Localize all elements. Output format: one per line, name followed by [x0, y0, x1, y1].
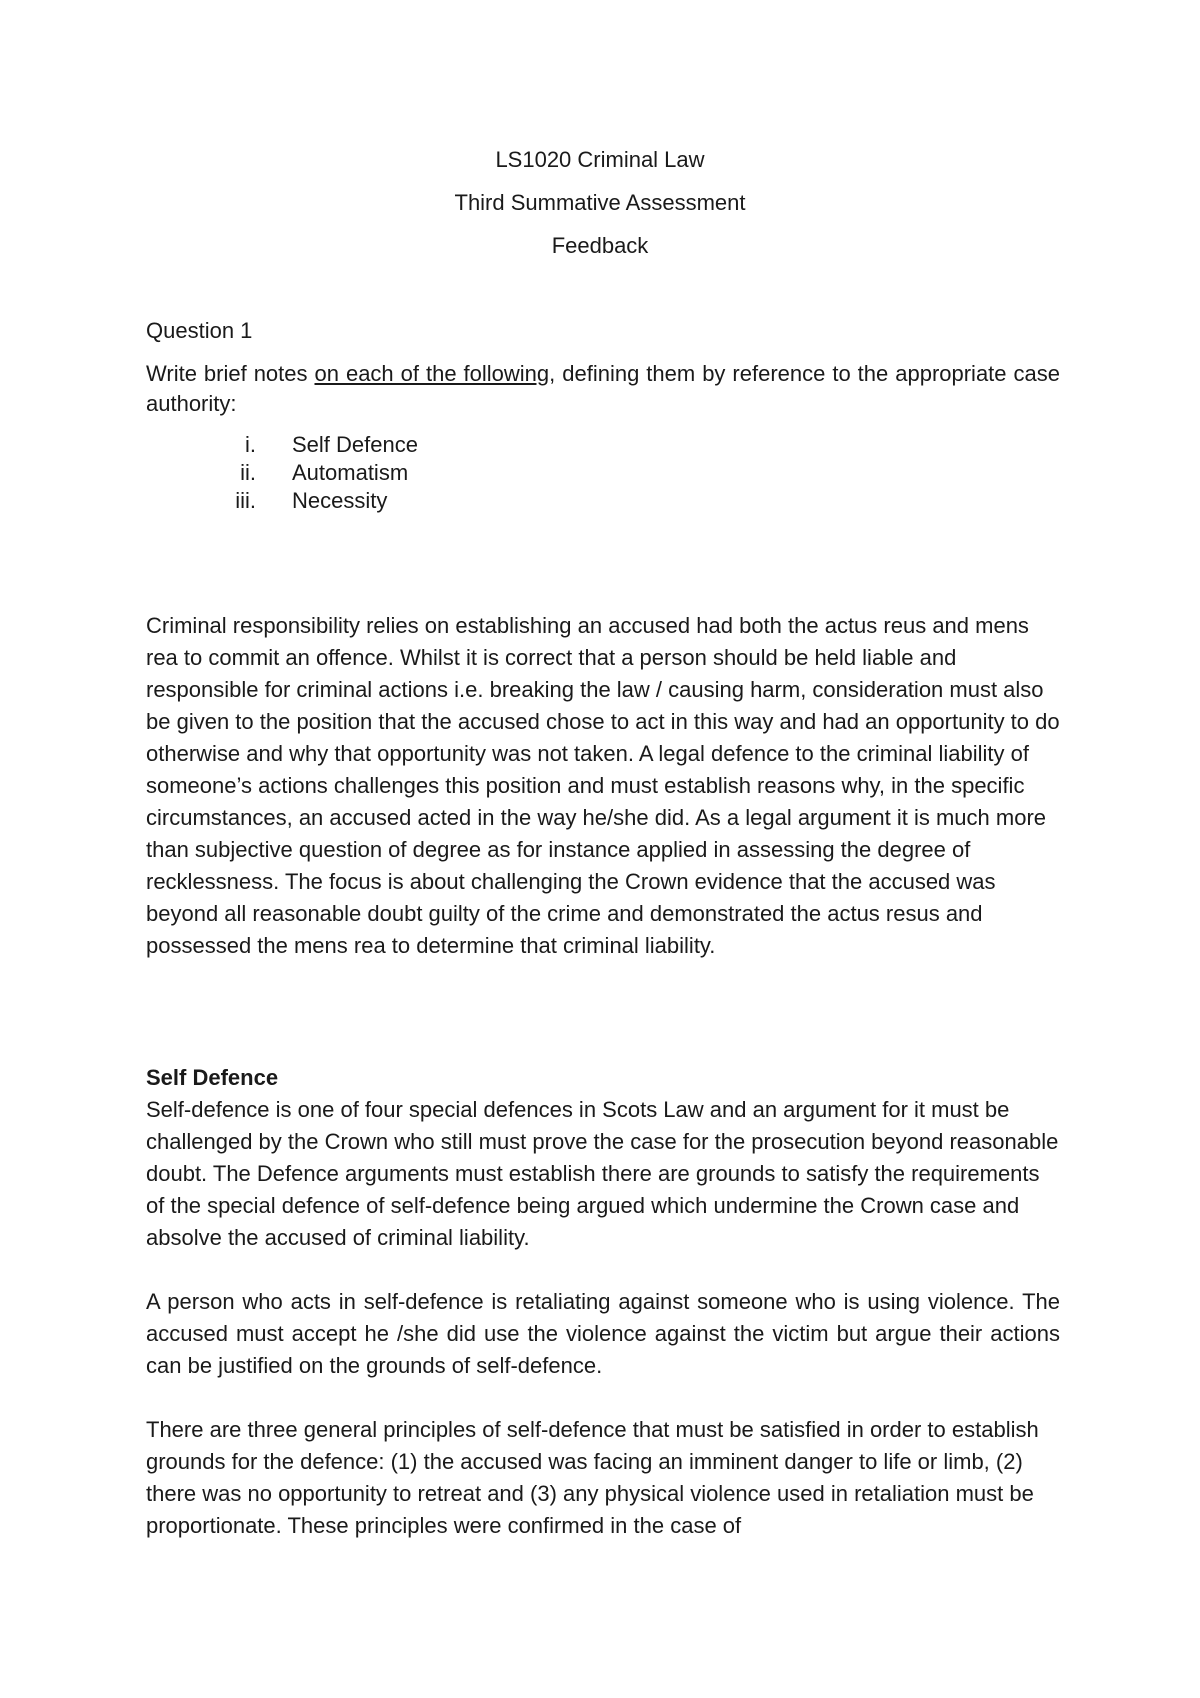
prompt-underlined-text: on each of the following — [314, 361, 550, 386]
self-defence-heading: Self Defence — [146, 1065, 279, 1090]
self-defence-paragraph: A person who acts in self-defence is retaliating against someone who is using violence. The accused must accept he /she did use the violence against the victim but argue their actions can be justified on the grounds of self-defence. — [146, 1289, 1060, 1378]
question-label: Question 1 — [146, 318, 253, 343]
question-prompt — [146, 359, 1060, 419]
list-item-label: Automatism — [292, 460, 409, 485]
course-title: LS1020 Criminal Law — [495, 147, 705, 172]
list-numeral: ii. — [240, 460, 256, 485]
self-defence-paragraph: There are three general principles of self-defence that must be satisfied in order to establish grounds for the defence: (1) the accused was facing an imminent danger to life or limb, (2) there was no opportunity to retreat and (3) any physical violence used in retaliation must be proportionate. These principles were confirmed in the case of — [146, 1417, 1039, 1538]
self-defence-paragraph: Self-defence is one of four special defences in Scots Law and an argument for it must be challenged by the Crown who still must prove the case for the prosecution beyond reasonable doubt. The Defence arguments must establish there are grounds to satisfy the requirements of the special defence of self-defence being argued which undermine the Crown case and absolve the accused of criminal liability. — [146, 1097, 1059, 1250]
prompt-text-end: , defining them by reference to the appropriate case authority: — [146, 361, 1060, 416]
list-numeral: iii. — [235, 488, 256, 513]
assessment-title: Third Summative Assessment — [454, 190, 746, 215]
list-item-label: Necessity — [292, 488, 388, 513]
feedback-subtitle: Feedback — [551, 233, 649, 258]
list-item-label: Self Defence — [292, 432, 418, 457]
intro-paragraph: Criminal responsibility relies on establishing an accused had both the actus reus and mens rea to commit an offence. Whilst it is correct that a person should be held liable and responsible for criminal actions i.e. breaking the law / causing harm, consideration must also be given to the position that the accused chose to act in this way and had an opportunity to do otherwise and why that opportunity was not taken. A legal defence to the criminal liability of someone’s actions challenges this position and must establish reasons why, in the specific circumstances, an accused acted in the way he/she did. As a legal argument it is much more than subjective question of degree as for instance applied in assessing the degree of recklessness. The focus is about challenging the Crown evidence that the accused was beyond all reasonable doubt guilty of the crime and demonstrated the actus resus and possessed the mens rea to determine that criminal liability. — [146, 613, 1060, 958]
prompt-text-start: Write brief notes — [146, 361, 315, 386]
list-numeral: i. — [245, 432, 256, 457]
